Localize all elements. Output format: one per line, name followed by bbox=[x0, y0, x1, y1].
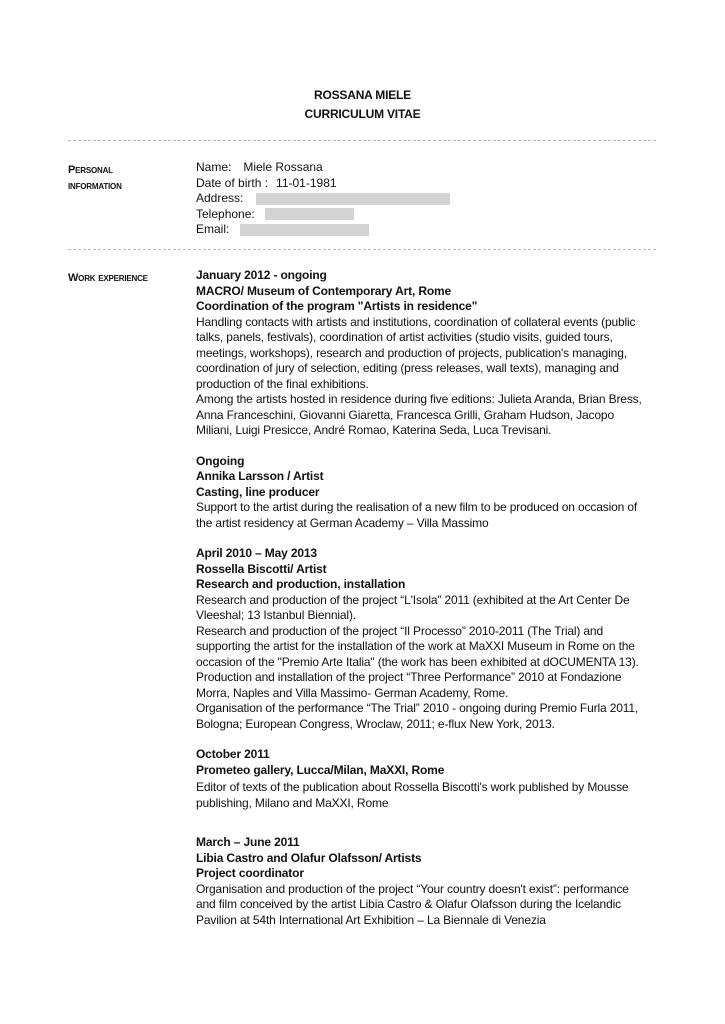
personal-info bbox=[196, 160, 656, 238]
work-entry-prometeo bbox=[196, 747, 646, 811]
entry-date: Ongoing bbox=[196, 453, 245, 468]
entry-organization: Rossella Biscotti/ Artist bbox=[196, 561, 327, 576]
entry-role: Project coordinator bbox=[196, 866, 304, 880]
entry-organization: Annika Larsson / Artist bbox=[196, 469, 324, 483]
telephone-redacted bbox=[265, 208, 354, 220]
entry-description: Support to the artist during the realisation of a new film to be produced on occasion of the artist residency at German Academy – Villa Massimo bbox=[196, 500, 638, 530]
email-row bbox=[196, 222, 656, 238]
work-experience-list bbox=[196, 268, 646, 943]
entry-organization: MACRO/ Museum of Contemporary Art, Rome bbox=[196, 283, 452, 298]
dob-label: Date of birth : bbox=[196, 175, 269, 190]
work-entry-larsson bbox=[196, 454, 646, 532]
entry-description: Editor of texts of the publication about Rossella Biscotti's work published by Mousse publishing, Milano and MaXXI, Rome bbox=[196, 780, 629, 810]
document-header bbox=[0, 86, 725, 124]
work-section-label: Work experience bbox=[68, 272, 148, 284]
document-title: CURRICULUM VITAE bbox=[304, 107, 421, 121]
personal-section-label bbox=[68, 162, 122, 194]
entry-description: Research and production of the project “L'Isola” 2011 (exhibited at the Art Center De Vleeshal; 13 Istanbul Biennial). Research and production of the project “Il Processo” 2010-2011 (The Trial) and supporting the artist for the installation of the work at MaXXI Museum in Rome on the occasion of the "Premio Arte Italia" (the work has been exhibited at dOCUMENTA 13). Production and installation of the project “Three Performance” 2010 at Fondazione Morra, Naples and Villa Massimo- German Academy, Rome. Organisation of the performance “The Trial” 2010 - ongoing during Premio Furla 2011, Bologna; European Congress, Wroclaw, 2011; e-flux New York, 2013. bbox=[196, 592, 639, 731]
personal-label-line1: Personal bbox=[68, 164, 113, 176]
name-value: Miele Rossana bbox=[243, 160, 323, 174]
entry-date: April 2010 – May 2013 bbox=[196, 546, 317, 560]
work-entry-castro-olafsson bbox=[196, 835, 646, 928]
work-entry-biscotti bbox=[196, 546, 646, 732]
entry-date: October 2011 bbox=[196, 747, 270, 761]
entry-organization: Prometeo gallery, Lucca/Milan, MaXXI, Rome bbox=[196, 762, 445, 777]
dob-row bbox=[196, 176, 656, 192]
telephone-row bbox=[196, 207, 656, 223]
entry-organization: Libia Castro and Olafur Olafsson/ Artists bbox=[196, 850, 422, 865]
entry-date: January 2012 - ongoing bbox=[196, 268, 327, 282]
divider-middle bbox=[68, 249, 656, 250]
telephone-label: Telephone: bbox=[196, 206, 255, 221]
work-entry-macro bbox=[196, 268, 646, 439]
entry-description: Handling contacts with artists and institutions, coordination of collateral events (public talks, panels, festivals), coordination of artist activities (studio visits, guided tours, meetings, workshops), research and production of projects, publication's managing, coordination of jury of selection, editing (press releases, wall texts), managing and production of the final exhibitions. Among the artists hosted in residence during five editions: Julieta Aranda, Brian Bress, Anna Franceschini, Giovanni Giaretta, Francesca Grilli, Graham Hudson, Jacopo Miliani, Luigi Presicce, André Romao, Katerina Seda, Luca Trevisani. bbox=[196, 314, 642, 437]
address-label: Address: bbox=[196, 191, 244, 205]
dob-value: 11-01-1981 bbox=[276, 175, 337, 190]
name-label: Name: bbox=[196, 160, 232, 174]
address-redacted bbox=[256, 193, 450, 205]
entry-role: Research and production, installation bbox=[196, 577, 406, 591]
personal-label-line2: information bbox=[68, 180, 122, 192]
address-row bbox=[196, 191, 656, 207]
divider-top bbox=[68, 140, 656, 141]
entry-description: Organisation and production of the project “Your country doesn't exist”: performance and film conceived by the artist Libia Castro & Olafur Olafsson during the Icelandic Pavilion at 54th International Art Exhibition – La Biennale di Venezia bbox=[196, 881, 629, 927]
email-redacted bbox=[240, 224, 369, 236]
name-row bbox=[196, 160, 656, 176]
entry-role: Coordination of the program "Artists in residence" bbox=[196, 299, 478, 313]
person-name: ROSSANA MIELE bbox=[314, 88, 411, 102]
entry-role: Casting, line producer bbox=[196, 484, 320, 499]
entry-date: March – June 2011 bbox=[196, 835, 300, 849]
email-label: Email: bbox=[196, 222, 230, 236]
